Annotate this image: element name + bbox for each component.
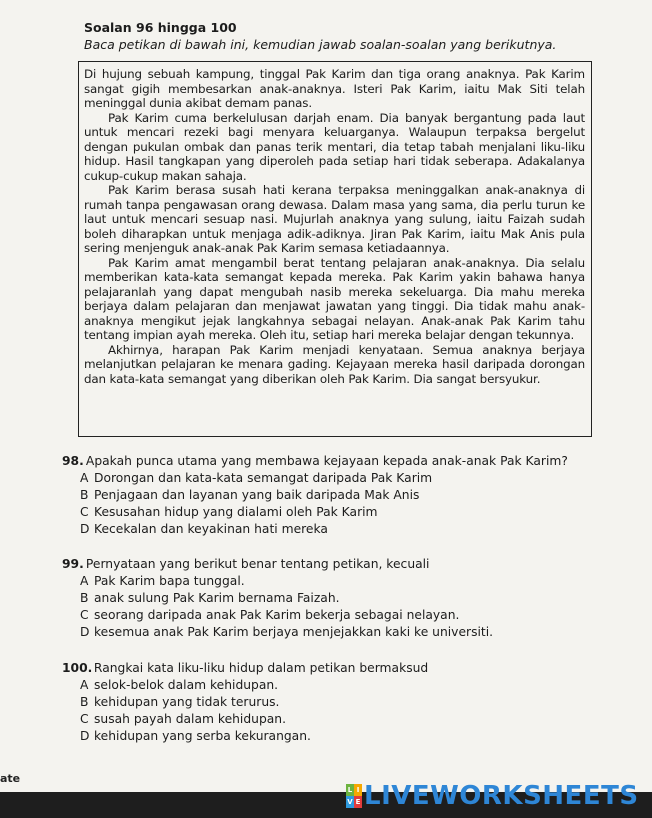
option-a[interactable]: A Dorongan dan kata-kata semangat daripada Pak Karim: [80, 471, 433, 485]
question-number: 98.: [62, 454, 84, 468]
question-98: [62, 453, 642, 538]
question-text: Rangkai kata liku-liku hidup dalam petikan bermaksud: [93, 661, 429, 675]
passage-paragraph-4: Pak Karim amat mengambil berat tentang pelajaran anak-anaknya. Dia selalu memberikan kata-kata semangat kepada mereka. Pak Karim yakin bahawa hanya pelajaranlah yang dapat mengubah nasib mereka sekeluarga. Dia mahu mereka berjaya dalam pelajaran dan menjawat jawatan yang tinggi. Dia tidak mahu anak-anaknya mengikut jejak langkahnya sebagai nelayan. Anak-anak Pak Karim tahu tentang impian ayah mereka. Oleh itu, setiap hari mereka belajar dengan tekunnya.: [84, 255, 585, 342]
option-c[interactable]: C susah payah dalam kehidupan.: [80, 712, 286, 726]
option-b[interactable]: B anak sulung Pak Karim bernama Faizah.: [80, 591, 340, 605]
option-d[interactable]: D Kecekalan dan keyakinan hati mereka: [80, 522, 328, 536]
option-d[interactable]: D kehidupan yang serba kekurangan.: [80, 729, 311, 743]
logo-text: LIVEWORKSHEETS: [364, 781, 639, 811]
passage-paragraph-2: Pak Karim cuma berkelulusan darjah enam. Dia banyak bergantung pada laut untuk mencari rezeki bagi menyara keluarganya. Walaupun terpaksa bergelut dengan pukulan ombak dan panas terik mentari, dia tetap tabah menjalani liku-liku hidup. Hasil tangkapan yang diperoleh pada setiap hari tidak seberapa. Adakalanya cukup-cukup makan sahaja.: [84, 110, 585, 183]
question-100: [62, 660, 642, 745]
question-text: Apakah punca utama yang membawa kejayaan kepada anak-anak Pak Karim?: [85, 454, 568, 468]
instruction-text: Baca petikan di bawah ini, kemudian jawab soalan-soalan yang berikutnya.: [84, 37, 557, 52]
option-b[interactable]: B Penjagaan dan layanan yang baik daripada Mak Anis: [80, 488, 420, 502]
question-number: 100.: [62, 661, 93, 675]
option-a[interactable]: A selok-belok dalam kehidupan.: [80, 678, 279, 692]
question-stem: [62, 453, 642, 470]
section-heading: Soalan 96 hingga 100: [84, 20, 237, 35]
option-b[interactable]: B kehidupan yang tidak terurus.: [80, 695, 280, 709]
question-stem: [62, 660, 642, 677]
liveworksheets-logo[interactable]: [346, 781, 639, 811]
question-stem: [62, 556, 642, 573]
passage-paragraph-1: Di hujung sebuah kampung, tinggal Pak Karim dan tiga orang anaknya. Pak Karim sangat gigih membesarkan anak-anaknya. Isteri Pak Karim, iaitu Mak Siti telah meninggal dunia akibat demam panas.: [84, 67, 585, 110]
option-c[interactable]: C Kesusahan hidup yang dialami oleh Pak Karim: [80, 505, 378, 519]
option-c[interactable]: C seorang daripada anak Pak Karim bekerja sebagai nelayan.: [80, 608, 460, 622]
logo-mark-icon: L I V E: [347, 786, 361, 806]
option-d[interactable]: D kesemua anak Pak Karim berjaya menjejakkan kaki ke universiti.: [80, 625, 494, 639]
option-a[interactable]: A Pak Karim bapa tunggal.: [80, 574, 245, 588]
passage-paragraph-5: Akhirnya, harapan Pak Karim menjadi kenyataan. Semua anaknya berjaya melanjutkan pelajaran ke menara gading. Kejayaan mereka hasil daripada dorongan dan kata-kata semangat yang diberikan oleh Pak Karim. Dia sangat bersyukur.: [84, 342, 585, 386]
question-number: 99.: [62, 557, 84, 571]
footer-left-text: ate: [0, 772, 21, 785]
passage-paragraph-3: Pak Karim berasa susah hati kerana terpaksa meninggalkan anak-anaknya di rumah tanpa pengawasan orang dewasa. Dalam masa yang sama, dia perlu turun ke laut untuk mencari sesuap nasi. Mujurlah anaknya yang sulung, iaitu Faizah sudah boleh diharapkan untuk menjaga adik-adiknya. Jiran Pak Karim, iaitu Mak Anis pula sering menjenguk anak-anak Pak Karim semasa ketiadaannya.: [84, 183, 585, 255]
passage-box: [78, 61, 592, 437]
question-99: [62, 556, 642, 641]
question-text: Pernyataan yang berikut benar tentang petikan, kecuali: [85, 557, 430, 571]
